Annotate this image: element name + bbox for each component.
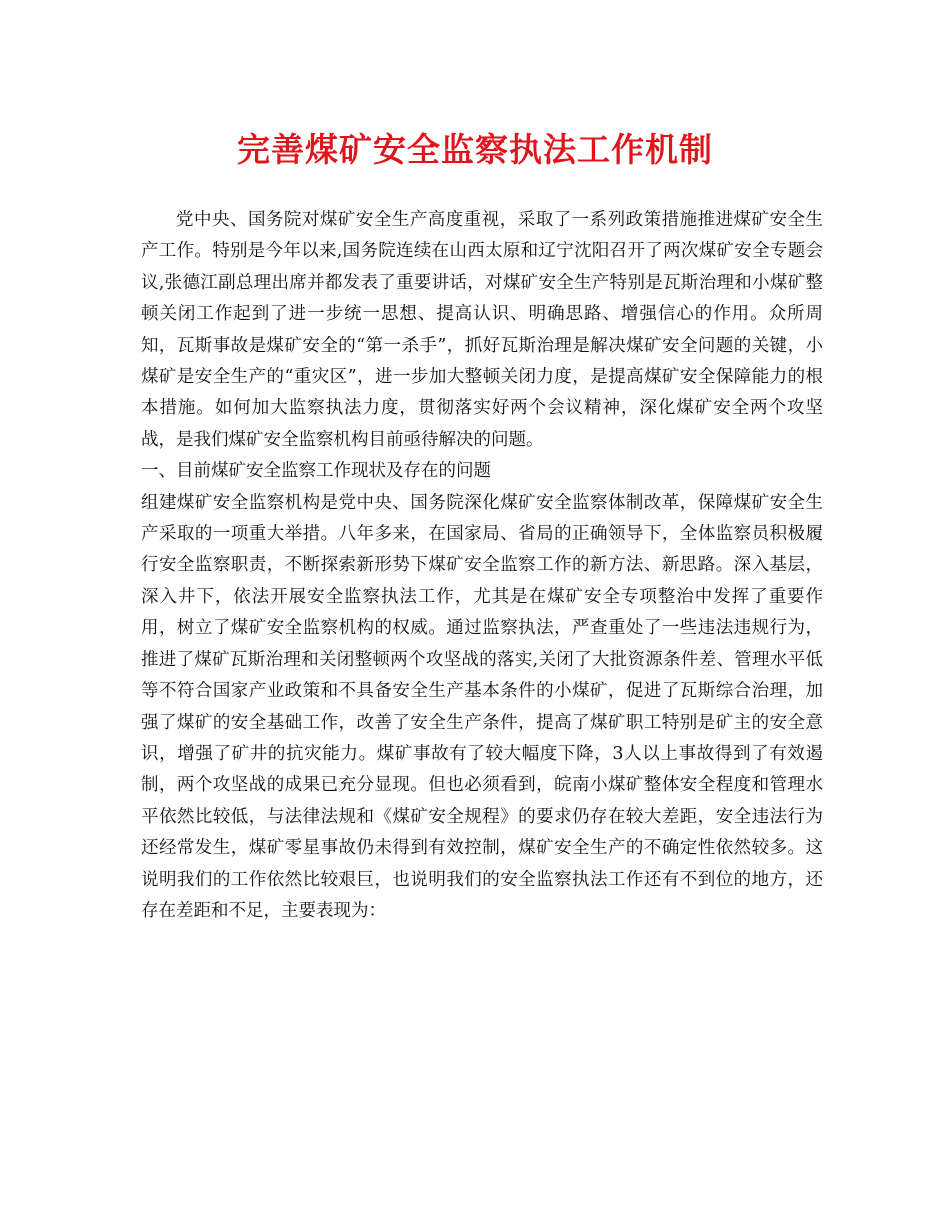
section-paragraph: 组建煤矿安全监察机构是党中央、国务院深化煤矿安全监察体制改革，保障煤矿安全生产采取的一项重大举措。八年多来，在国家局、省局的正确领导下，全体监察员积极履行安全监察职责，不断探索新形势下煤矿安全监察工作的新方法、新思路。深入基层，深入井下，依法开展安全监察执法工作，尤其是在煤矿安全专项整治中发挥了重要作用，树立了煤矿安全监察机构的权威。通过监察执法，严查重处了一些违法违规行为，推进了煤矿瓦斯治理和关闭整顿两个攻坚战的落实,关闭了大批资源条件差、管理水平低等不符合国家产业政策和不具备安全生产基本条件的小煤矿，促进了瓦斯综合治理，加强了煤矿的安全基础工作，改善了安全生产条件，提高了煤矿职工特别是矿主的安全意识，增强了矿井的抗灾能力。煤矿事故有了较大幅度下降，3人以上事故得到了有效遏制，两个攻坚战的成果已充分显现。但也必须看到，皖南小煤矿整体安全程度和管理水平依然比较低，与法律法规和《煤矿安全规程》的要求仍存在较大差距，安全违法行为还经常发生，煤矿零星事故仍未得到有效控制，煤矿安全生产的不确定性依然较多。这说明我们的工作依然比较艰巨，也说明我们的安全监察执法工作还有不到位的地方，还存在差距和不足，主要表现为： (141, 492, 823, 921)
document-title: 完善煤矿安全监察执法工作机制 (237, 130, 713, 169)
document-body (141, 205, 823, 927)
section-heading: 一、目前煤矿安全监察工作现状及存在的问题 (141, 461, 491, 482)
intro-paragraph: 党中央、国务院对煤矿安全生产高度重视，采取了一系列政策措施推进煤矿安全生产工作。特别是今年以来,国务院连续在山西太原和辽宁沈阳召开了两次煤矿安全专题会议,张德江副总理出席并都发表了重要讲话，对煤矿安全生产特别是瓦斯治理和小煤矿整顿关闭工作起到了进一步统一思想、提高认识、明确思路、增强信心的作用。众所周知，瓦斯事故是煤矿安全的“第一杀手”，抓好瓦斯治理是解决煤矿安全问题的关键，小煤矿是安全生产的“重灾区”，进一步加大整顿关闭力度，是提高煤矿安全保障能力的根本措施。如何加大监察执法力度，贯彻落实好两个会议精神，深化煤矿安全两个攻坚战，是我们煤矿安全监察机构目前亟待解决的问题。 (141, 210, 823, 450)
